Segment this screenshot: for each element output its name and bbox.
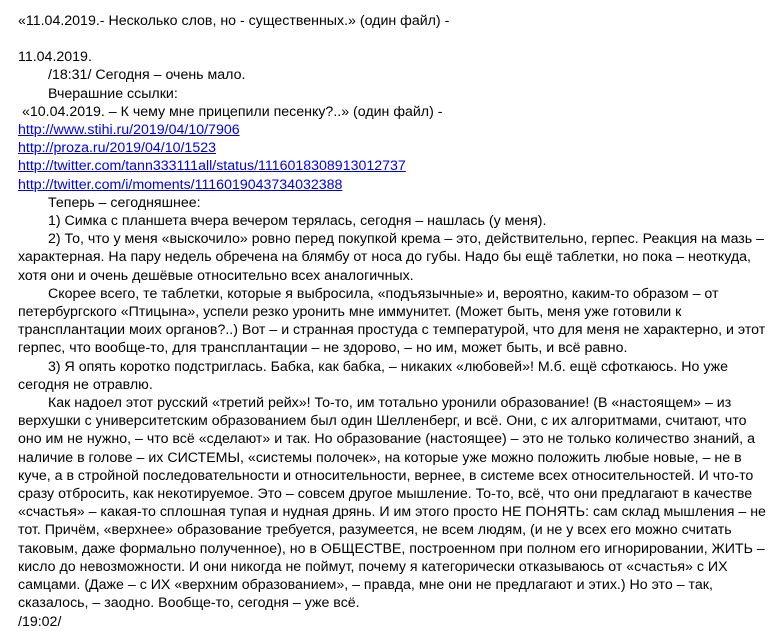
time-start: /18:31/ Сегодня – очень мало.	[48, 67, 246, 84]
link-stihi[interactable]: http://www.stihi.ru/2019/04/10/7906	[18, 122, 240, 139]
time-end: /19:02/	[18, 613, 62, 630]
link-proza[interactable]: http://proza.ru/2019/04/10/1523	[18, 140, 216, 157]
today-label: Теперь – сегодняшнее:	[48, 194, 201, 211]
paragraph-3: Скорее всего, те таблетки, которые я выбросила, «подъязычные» и, вероятно, каким-то образом – от петербургского «Птицына», успели резко уронить мне иммунитет. (Может быть, меня уже готовили к трансплантации моих органов?..) Вот – и странная простуда с температурой, что для меня не характерно, и этот герпес, что вообще-то, для трансплантации – не здорово, – но им, может быть, и всё равно.	[18, 285, 766, 357]
paragraph-5: Как надоел этот русский «третий рейх»! То-то, им тотально уронили образование! (В «настоящем» – из верхушки с университетским образованием был один Шелленберг, и всё. Они, с их алгоритмами, считают, что оно им не нужно, – что всё «сделают» и так. Но образование (настоящее) – это не только количество знаний, а наличие в голове – их СИСТЕМЫ, «системы полочек», на которые уже можно положить любые новые, – не в куче, а в стройной последовательности и относительности, вернее, в системе всех относительностей. И что-то сразу отбросить, как некотируемое. Это – совсем другое мышление. То-то, всё, что они предлагают в качестве «счастья» – какая-то сплошная тупая и нудная дрянь. И им этого просто НЕ ПОНЯТЬ: сам склад мышления – не тот. Причём, «верхнее» образование требуется, разумеется, не всем людям, (и не у всех его можно считать таковым, даже формально полученное), но в ОБЩЕСТВЕ, построенном при полном его игнорировании, ЖИТЬ – кисло до невозможности. И они никогда не поймут, почему я категорически отказываюсь от «счастья» с ИХ самцами. (Даже – с ИХ «верхним образованием», – правда, мне они не предлагают и этих.) Но это – так, сказалось, – заодно. Вообще-то, сегодня – уже всё.	[18, 395, 766, 612]
paragraph-2: 2) То, что у меня «выскочило» ровно перед покупкой крема – это, действительно, герпес. Реакция на мазь – характерная. На пару недель обречена на блямбу от носа до губы. Надо бы ещё таблетки, но пока – неоткуда, хотя они и очень дешёвые относительно всех аналогичных.	[18, 231, 765, 284]
paragraph-4: 3) Я опять коротко подстриглась. Бабка, как бабка, – никаких «любовей»! М.б. ещё сфоткаюсь. Но уже сегодня не отравлю.	[18, 358, 728, 393]
yesterday-file-title: «10.04.2019. – К чему мне прицепили песенку?..» (один файл) -	[22, 103, 443, 120]
link-twitter-moments[interactable]: http://twitter.com/i/moments/1116019043734032388	[18, 176, 343, 193]
paragraph-1: 1) Симка с планшета вчера вечером терялась, сегодня – нашлась (у меня).	[48, 213, 547, 230]
document-body	[18, 12, 770, 631]
yesterday-links-label: Вчерашние ссылки:	[48, 85, 178, 102]
blank-line	[18, 30, 770, 48]
links-list	[18, 121, 770, 194]
document-title-line: «11.04.2019.- Несколько слов, но - существенных.» (один файл) -	[18, 13, 450, 29]
link-twitter-status[interactable]: http://twitter.com/tann333111all/status/1116018308913012737	[18, 158, 406, 175]
entry-date: 11.04.2019.	[18, 49, 92, 66]
